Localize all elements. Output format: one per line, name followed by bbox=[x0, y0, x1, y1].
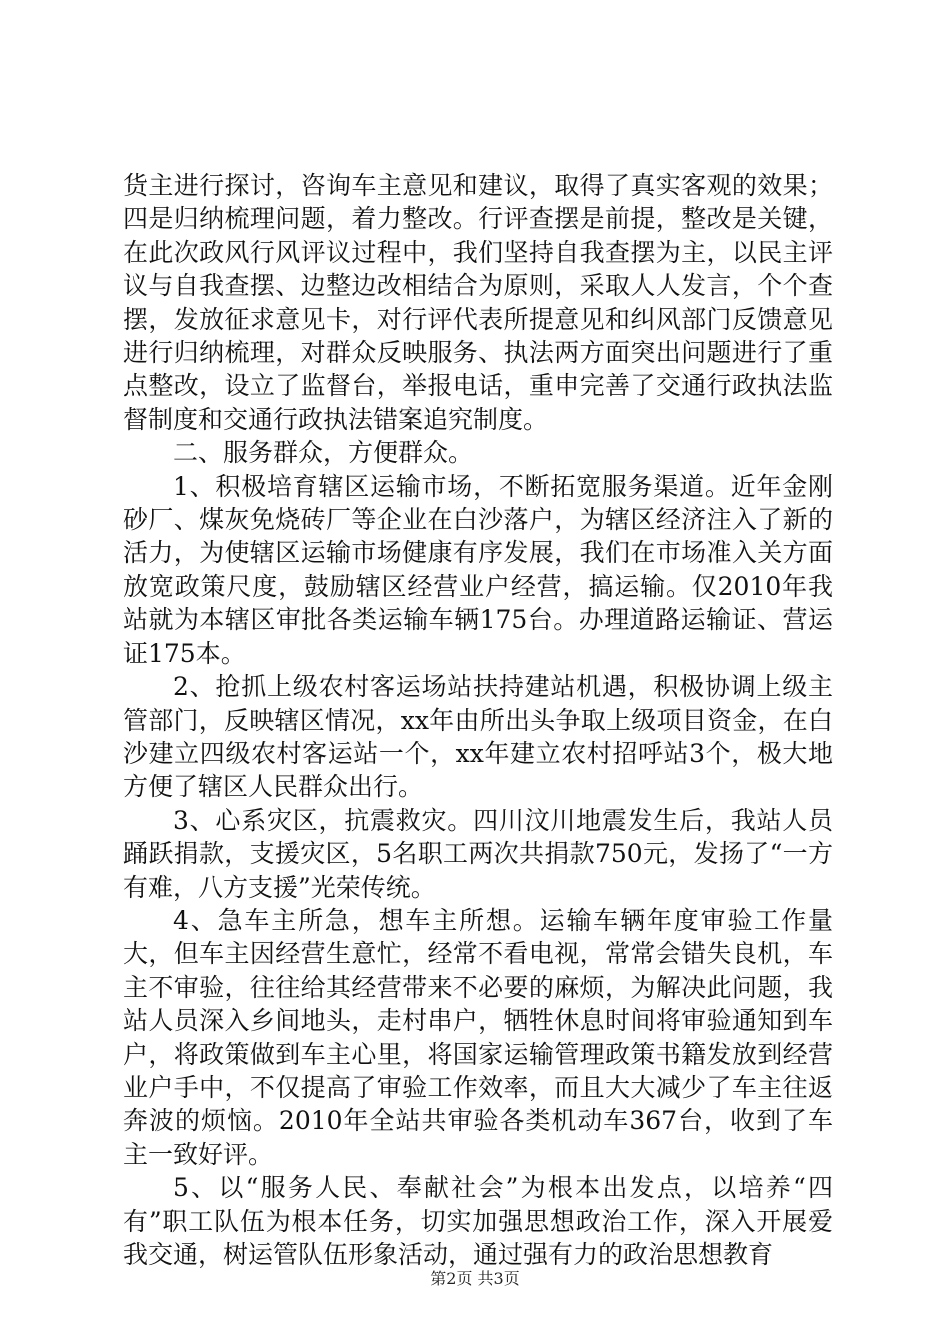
page-footer: 第2页 共3页 bbox=[430, 1269, 520, 1288]
paragraph-continuation: 货主进行探讨，咨询车主意见和建议，取得了真实客观的效果；四是归纳梳理问题，着力整改。行评查摆是前提，整改是关键，在此次政风行风评议过程中，我们坚持自我查摆为主，以民主评议与自我查摆、边整边改相结合为原则，采取人人发言，个个查摆，发放征求意见卡，对行评代表所提意见和纠风部门反馈意见进行归纳梳理，对群众反映服务、执法两方面突出问题进行了重点整改，设立了监督台，举报电话，重申完善了交通行政执法监督制度和交通行政执法错案追究制度。 bbox=[123, 171, 833, 434]
paragraph-item-5: 5、以“服务人民、奉献社会”为根本出发点，以培养“四有”职工队伍为根本任务，切实加强思想政治工作，深入开展爱我交通，树运管队伍形象活动，通过强有力的政治思想教育 bbox=[123, 1173, 833, 1269]
document-body bbox=[123, 169, 833, 1271]
paragraph-item-1: 1、积极培育辖区运输市场，不断拓宽服务渠道。近年金刚砂厂、煤灰免烧砖厂等企业在白沙落户，为辖区经济注入了新的活力，为使辖区运输市场健康有序发展，我们在市场准入关方面放宽政策尺度，鼓励辖区经营业户经营，搞运输。仅2010年我站就为本辖区审批各类运输车辆175台。办理道路运输证、营运证175本。 bbox=[123, 471, 833, 668]
paragraph-item-4: 4、急车主所急，想车主所想。运输车辆年度审验工作量大，但车主因经营生意忙，经常不看电视，常常会错失良机，车主不审验，往往给其经营带来不必要的麻烦，为解决此问题，我站人员深入乡间地头，走村串户，牺牲休息时间将审验通知到车户，将政策做到车主心里，将国家运输管理政策书籍发放到经营业户手中，不仅提高了审验工作效率，而且大大减少了车主往返奔波的烦恼。2010年全站共审验各类机动车367台，收到了车主一致好评。 bbox=[123, 905, 833, 1169]
paragraph-item-3: 3、心系灾区，抗震救灾。四川汶川地震发生后，我站人员踊跃捐款，支援灾区，5名职工两次共捐款750元，发扬了“一方有难，八方支援”光荣传统。 bbox=[123, 805, 833, 902]
section-heading: 二、服务群众，方便群众。 bbox=[173, 438, 474, 468]
paragraph-item-2: 2、抢抓上级农村客运场站扶持建站机遇，积极协调上级主管部门，反映辖区情况，xx年由所出头争取上级项目资金，在白沙建立四级农村客运站一个，xx年建立农村招呼站3个，极大地方便了辖区人民群众出行。 bbox=[123, 672, 833, 802]
